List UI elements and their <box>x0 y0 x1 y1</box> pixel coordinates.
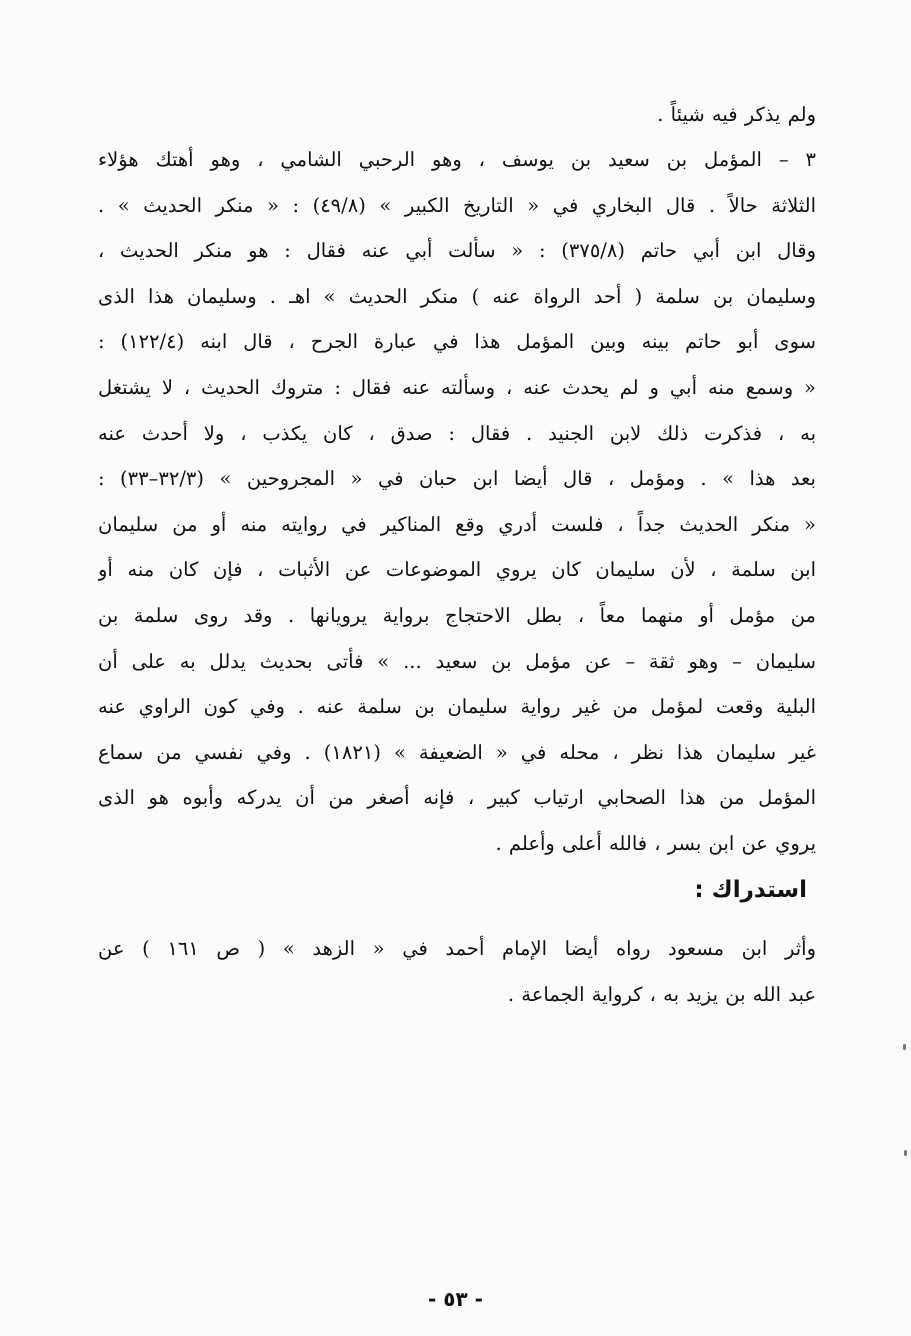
section-heading: استدراك : <box>694 877 807 903</box>
paragraph-line: سوى أبو حاتم بينه وبين المؤمل هذا في عبارة الجرح ، قال ابنه (١٢٢/٤) : <box>98 330 816 354</box>
paragraph-3 <box>98 137 816 867</box>
scan-speck <box>904 1150 907 1156</box>
paragraph-line: وقال ابن أبي حاتم (٣٧٥/٨) : « سألت أبي عنه فقال : هو منكر الحديث ، <box>98 239 816 263</box>
paragraph-line: ابن سلمة ، لأن سليمان كان يروي الموضوعات عن الأثبات ، فإن كان منه أو <box>98 558 816 582</box>
paragraph-line: بعد هذا » . ومؤمل ، قال أيضا ابن حبان في « المجروحين » (٣٢/٣–٣٣) : <box>98 467 816 491</box>
paragraph-line: غير سليمان هذا نظر ، محله في « الضعيفة » (١٨٢١) . وفي نفسي من سماع <box>98 740 816 764</box>
addendum-paragraph <box>98 926 816 1017</box>
paragraph-line: سليمان – وهو ثقة – عن مؤمل بن سعيد ... » فأتى بحديث يدلل به على أن <box>98 649 816 673</box>
paragraph-line: الثلاثة حالاً . قال البخاري في « التاريخ الكبير » (٤٩/٨) : « منكر الحديث » . <box>98 193 816 217</box>
paragraph-line: المؤمل من هذا الصحابي ارتياب كبير ، فإنه أصغر من أن يدركه وأبوه هو الذى <box>98 786 816 810</box>
paragraph-line: البلية وقعت لمؤمل من غير رواية سليمان بن سلمة عنه . وفي كون الراوي عنه <box>98 695 816 719</box>
addendum-line: عبد الله بن يزيد به ، كرواية الجماعة . <box>507 982 816 1006</box>
paragraph-line: من مؤمل أو منهما معاً ، بطل الاحتجاج برواية يرويانها . وقد روى سلمة بن <box>98 603 816 627</box>
paragraph-line: ٣ – المؤمل بن سعيد بن يوسف ، وهو الرحبي الشامي ، وهو أهتك هؤلاء <box>98 148 816 171</box>
paragraph-line: يروي عن ابن بسر ، فالله أعلى وأعلم . <box>495 831 816 855</box>
opening-line: ولم يذكر فيه شيئاً . <box>657 103 816 126</box>
paragraph-line: « وسمع منه أبي و لم يحدث عنه ، وسألته عنه فقال : متروك الحديث ، لا يشتغل <box>98 375 816 399</box>
scan-speck <box>903 1044 906 1050</box>
paragraph-line: به ، فذكرت ذلك لابن الجنيد . فقال : صدق ، كان يكذب ، ولا أحدث عنه <box>98 421 816 445</box>
paragraph-line: « منكر الحديث جداً ، فلست أدري وقع المناكير في روايته منه أو من سليمان <box>98 512 816 536</box>
addendum-line: وأثر ابن مسعود رواه أيضا الإمام أحمد في « الزهد » ( ص ١٦١ ) عن <box>98 937 816 960</box>
paragraph-line: وسليمان بن سلمة ( أحد الرواة عنه ) منكر الحديث » اهـ . وسليمان هذا الذى <box>98 284 816 308</box>
page-number: - ٥٣ - <box>428 1287 483 1311</box>
opening-line-block <box>98 92 816 138</box>
